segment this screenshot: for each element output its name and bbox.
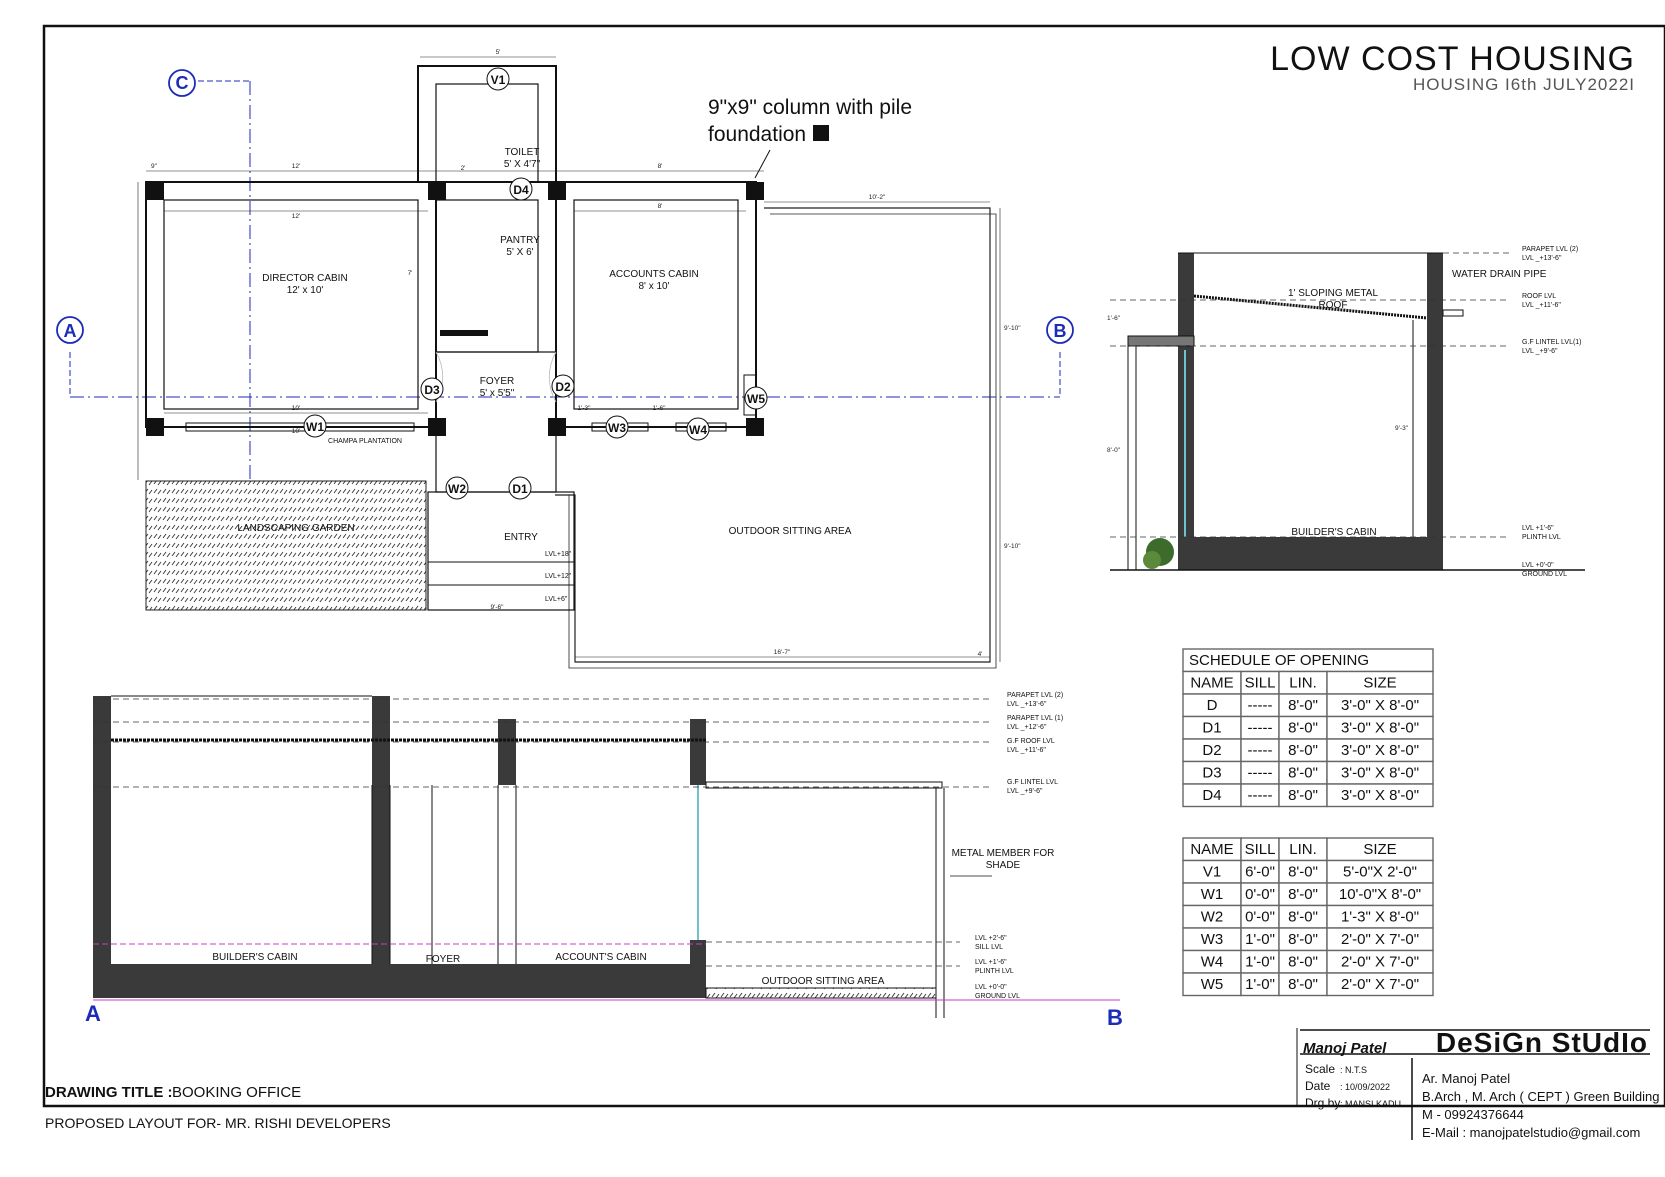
floor-plan — [57, 49, 1073, 668]
svg-text:BUILDER'S CABIN: BUILDER'S CABIN — [212, 952, 298, 963]
schedule-cell: 2'-0" X 7'-0" — [1340, 976, 1420, 993]
svg-text:W2: W2 — [448, 482, 466, 496]
svg-text:PARAPET LVL (2): PARAPET LVL (2) — [1522, 246, 1579, 253]
svg-text:E-Mail : manojpatelstudio@gmai: E-Mail : manojpatelstudio@gmail.com — [1422, 1125, 1641, 1140]
svg-text:: MANSI KADU: : MANSI KADU — [1340, 1099, 1402, 1109]
schedule-cell: 8'-0" — [1288, 742, 1318, 759]
svg-text:ROOF LVL: ROOF LVL — [1522, 293, 1557, 300]
svg-text:WATER DRAIN PIPE: WATER DRAIN PIPE — [1452, 269, 1547, 280]
schedule-header-cell: SILL — [1244, 674, 1276, 692]
schedule-cell: 8'-0" — [1288, 886, 1318, 903]
svg-text:PLINTH LVL: PLINTH LVL — [1522, 534, 1561, 541]
svg-text:Scale: Scale — [1305, 1062, 1336, 1076]
schedule-cell: ----- — [1247, 742, 1273, 759]
svg-text:LVL _+9'-6": LVL _+9'-6" — [1522, 348, 1558, 355]
schedule-cell: W5 — [1200, 976, 1224, 993]
column-note-line2: foundation — [708, 123, 807, 146]
svg-text:12': 12' — [291, 163, 301, 170]
svg-text:G.F LINTEL LVL(1): G.F LINTEL LVL(1) — [1522, 339, 1582, 346]
svg-text:8'-0": 8'-0" — [1107, 447, 1120, 454]
drawing-title-label: DRAWING TITLE : — [45, 1084, 173, 1101]
studio-title-block — [1300, 1027, 1659, 1140]
svg-text:: 10/09/2022: : 10/09/2022 — [1340, 1082, 1391, 1092]
svg-text:1'-6": 1'-6" — [1107, 315, 1120, 322]
svg-text:SILL LVL: SILL LVL — [975, 944, 1004, 951]
schedule-cell: ----- — [1247, 787, 1273, 804]
schedule-cell: 8'-0" — [1288, 931, 1318, 948]
column-note-line1: 9"x9" column with pile — [708, 96, 913, 119]
svg-text:BUILDER'S CABIN: BUILDER'S CABIN — [1291, 527, 1377, 538]
svg-text:ACCOUNT'S CABIN: ACCOUNT'S CABIN — [555, 952, 647, 963]
svg-text:9'-3": 9'-3" — [1395, 425, 1408, 432]
svg-text:C: C — [175, 73, 189, 93]
svg-text:W3: W3 — [608, 421, 626, 435]
schedule-cell: V1 — [1202, 863, 1222, 881]
svg-text:LVL _+11'-6": LVL _+11'-6" — [1007, 747, 1046, 754]
svg-text:2': 2' — [460, 165, 466, 172]
schedule-header-cell: SIZE — [1363, 674, 1397, 692]
svg-text:Ar. Manoj Patel: Ar. Manoj Patel — [1422, 1071, 1511, 1086]
svg-text:LVL +2'-6": LVL +2'-6" — [975, 935, 1007, 942]
svg-text:9'-10": 9'-10" — [1004, 543, 1021, 550]
svg-text:LVL+6": LVL+6" — [545, 596, 568, 603]
svg-text:TOILET: TOILET — [504, 147, 540, 158]
project-title: LOW COST HOUSING — [1270, 40, 1635, 78]
svg-text:1'-3": 1'-3" — [577, 405, 591, 412]
schedule-header-cell: LIN. — [1289, 674, 1317, 692]
schedule-cell: 3'-0" X 8'-0" — [1340, 742, 1420, 759]
svg-text:PARAPET LVL (1): PARAPET LVL (1) — [1007, 715, 1064, 722]
schedule-cell: 3'-0" X 8'-0" — [1340, 764, 1420, 782]
svg-text:PARAPET LVL (2): PARAPET LVL (2) — [1007, 692, 1064, 699]
schedule-cell: ----- — [1247, 764, 1273, 782]
svg-text:LVL _+12'-6": LVL _+12'-6" — [1007, 724, 1047, 731]
schedule-cell: 8'-0" — [1288, 697, 1318, 714]
section-label-b: B — [1107, 1005, 1123, 1030]
schedule-cell: ----- — [1247, 719, 1273, 737]
drawing-title-value: BOOKING OFFICE — [172, 1084, 302, 1101]
svg-text:LVL+12": LVL+12" — [545, 573, 572, 580]
svg-text:9'-10": 9'-10" — [1004, 325, 1021, 332]
svg-text:LVL _+11'-6": LVL _+11'-6" — [1522, 302, 1561, 309]
svg-text:7': 7' — [407, 270, 413, 277]
schedule-cell: W2 — [1200, 908, 1224, 926]
svg-text:CHAMPA PLANTATION: CHAMPA PLANTATION — [328, 438, 402, 445]
svg-text:1'-6": 1'-6" — [652, 405, 666, 412]
svg-text:D3: D3 — [424, 383, 440, 397]
schedule-cell: D1 — [1202, 719, 1222, 737]
svg-text:LVL +0'-0": LVL +0'-0" — [1522, 562, 1554, 569]
opening-tags — [304, 68, 767, 499]
svg-text:16'-7": 16'-7" — [773, 649, 791, 656]
schedule-cell: 6'-0" — [1245, 863, 1275, 881]
schedule-cell: 1'-0" — [1245, 976, 1275, 993]
schedule-cell: 3'-0" X 8'-0" — [1340, 719, 1420, 737]
svg-text:Date: Date — [1305, 1079, 1331, 1093]
schedule-cell: D — [1206, 697, 1218, 714]
schedule-header-cell: NAME — [1190, 841, 1234, 858]
schedule-cell: 8'-0" — [1288, 787, 1318, 804]
svg-text:W1: W1 — [306, 420, 324, 434]
schedule-cell: 1'-0" — [1245, 931, 1275, 948]
svg-text:D4: D4 — [513, 183, 529, 197]
schedule-cell: W4 — [1200, 953, 1224, 971]
svg-text:G.F LINTEL LVL: G.F LINTEL LVL — [1007, 779, 1058, 786]
schedule-cell: D4 — [1202, 787, 1222, 804]
svg-text:PLINTH LVL: PLINTH LVL — [975, 968, 1014, 975]
schedule-cell: D2 — [1202, 742, 1222, 759]
svg-text:ENTRY: ENTRY — [504, 532, 538, 543]
svg-text:OUTDOOR SITTING AREA: OUTDOOR SITTING AREA — [761, 976, 885, 987]
svg-text:LVL _+13'-6": LVL _+13'-6" — [1522, 255, 1562, 262]
svg-text:5': 5' — [495, 49, 501, 56]
project-subtitle: HOUSING I6th JULY2022I — [1413, 75, 1635, 94]
section-right — [1107, 246, 1585, 578]
svg-text:ACCOUNTS CABIN: ACCOUNTS CABIN — [609, 269, 699, 280]
svg-text:LVL +1'-6": LVL +1'-6" — [975, 959, 1007, 966]
schedule-cell: 8'-0" — [1288, 764, 1318, 782]
svg-text:LANDSCAPING GARDEN: LANDSCAPING GARDEN — [237, 523, 355, 534]
studio-owner: Manoj Patel — [1303, 1040, 1387, 1057]
grid-bubble-b — [1047, 317, 1073, 343]
svg-text:OUTDOOR SITTING AREA: OUTDOOR SITTING AREA — [728, 526, 852, 537]
svg-text:LVL _+9'-6": LVL _+9'-6" — [1007, 788, 1043, 795]
svg-text:: N.T.S: : N.T.S — [1340, 1065, 1368, 1075]
svg-text:FOYER: FOYER — [479, 376, 515, 387]
svg-text:9'-6": 9'-6" — [490, 604, 504, 611]
schedule-header-cell: LIN. — [1289, 841, 1317, 858]
svg-text:B.Arch , M. Arch ( CEPT ) Gree: B.Arch , M. Arch ( CEPT ) Green Building — [1422, 1089, 1660, 1104]
schedule-cell: 0'-0" — [1245, 886, 1275, 903]
svg-text:GROUND LVL: GROUND LVL — [975, 993, 1020, 1000]
schedule-cell: 1'-3" X 8'-0" — [1340, 908, 1420, 926]
schedule-cell: 8'-0" — [1288, 953, 1318, 971]
svg-text:8': 8' — [657, 203, 663, 210]
svg-text:DIRECTOR CABIN: DIRECTOR CABIN — [262, 273, 348, 284]
plan-columns — [146, 182, 764, 436]
schedule-cell: 3'-0" X 8'-0" — [1340, 697, 1420, 714]
svg-text:10'-2": 10'-2" — [868, 194, 886, 201]
svg-text:GROUND LVL: GROUND LVL — [1522, 571, 1567, 578]
svg-text:B: B — [1053, 321, 1067, 341]
schedule-cell: 2'-0" X 7'-0" — [1340, 953, 1420, 971]
schedule-cell: 8'-0" — [1288, 719, 1318, 737]
landscaping-garden — [146, 481, 426, 610]
svg-text:A: A — [63, 321, 77, 341]
schedule-cell: 8'-0" — [1288, 863, 1318, 881]
svg-text:10': 10' — [291, 405, 301, 412]
svg-text:LVL +1'-6": LVL +1'-6" — [1522, 525, 1554, 532]
column-note-swatch — [813, 125, 829, 141]
schedule-windows-table — [1183, 838, 1433, 996]
grid-bubble-a — [57, 317, 83, 343]
svg-text:8': 8' — [657, 163, 663, 170]
svg-text:8' x 10': 8' x 10' — [638, 281, 670, 292]
schedule-header-cell: SIZE — [1363, 841, 1397, 858]
schedule-cell: 0'-0" — [1245, 908, 1275, 926]
schedule-doors-table — [1183, 649, 1433, 807]
svg-text:LVL _+13'-6": LVL _+13'-6" — [1007, 701, 1047, 708]
section-bottom — [85, 692, 1123, 1030]
svg-text:FOYER: FOYER — [425, 954, 461, 965]
proposed-layout: PROPOSED LAYOUT FOR- MR. RISHI DEVELOPERS — [45, 1115, 391, 1131]
svg-text:M - 09924376644: M - 09924376644 — [1422, 1107, 1524, 1122]
svg-text:D1: D1 — [512, 482, 528, 496]
svg-text:LVL +0'-0": LVL +0'-0" — [975, 984, 1007, 991]
svg-text:W5: W5 — [747, 392, 765, 406]
section-label-a: A — [85, 1001, 101, 1026]
svg-text:V1: V1 — [490, 73, 506, 87]
svg-text:ROOF: ROOF — [1318, 300, 1348, 311]
schedule-cell: ----- — [1247, 697, 1273, 714]
svg-text:LVL+18": LVL+18" — [545, 551, 572, 558]
schedule-cell: 2'-0" X 7'-0" — [1340, 931, 1420, 948]
schedule-cell: 1'-0" — [1245, 953, 1275, 971]
svg-text:SHADE: SHADE — [985, 860, 1021, 871]
schedule-cell: 5'-0"X 2'-0" — [1343, 863, 1417, 881]
svg-text:D2: D2 — [555, 380, 571, 394]
svg-text:9": 9" — [151, 163, 157, 170]
studio-name: DeSiGn StUdIo — [1435, 1027, 1648, 1058]
svg-text:W4: W4 — [689, 423, 707, 437]
svg-text:4': 4' — [977, 651, 983, 658]
svg-text:10': 10' — [291, 428, 301, 435]
svg-text:12': 12' — [291, 213, 301, 220]
schedule-cell: 3'-0" X 8'-0" — [1340, 787, 1420, 804]
schedule-cell: W3 — [1200, 931, 1224, 948]
schedule-cell: D3 — [1202, 764, 1222, 782]
svg-text:5' X 6': 5' X 6' — [506, 247, 534, 258]
svg-text:PANTRY: PANTRY — [500, 235, 540, 246]
svg-text:5' X 4'7": 5' X 4'7" — [503, 159, 541, 170]
schedule-cell: W1 — [1200, 886, 1224, 903]
svg-text:G.F ROOF LVL: G.F ROOF LVL — [1007, 738, 1055, 745]
schedule-cell: 8'-0" — [1288, 976, 1318, 993]
grid-bubble-c — [169, 70, 195, 96]
svg-text:1' SLOPING METAL: 1' SLOPING METAL — [1287, 288, 1379, 299]
svg-text:12' x 10': 12' x 10' — [286, 285, 324, 296]
svg-text:5' x 5'5": 5' x 5'5" — [479, 388, 515, 399]
schedule-title: SCHEDULE OF OPENING — [1189, 652, 1370, 669]
schedule-header-cell: NAME — [1190, 674, 1234, 692]
schedule-header-cell: SILL — [1244, 841, 1276, 858]
schedule-cell: 8'-0" — [1288, 908, 1318, 926]
svg-text:Drg by: Drg by — [1305, 1096, 1341, 1110]
schedule-cell: 10'-0"X 8'-0" — [1338, 886, 1422, 903]
svg-text:METAL MEMBER FOR: METAL MEMBER FOR — [951, 848, 1055, 859]
